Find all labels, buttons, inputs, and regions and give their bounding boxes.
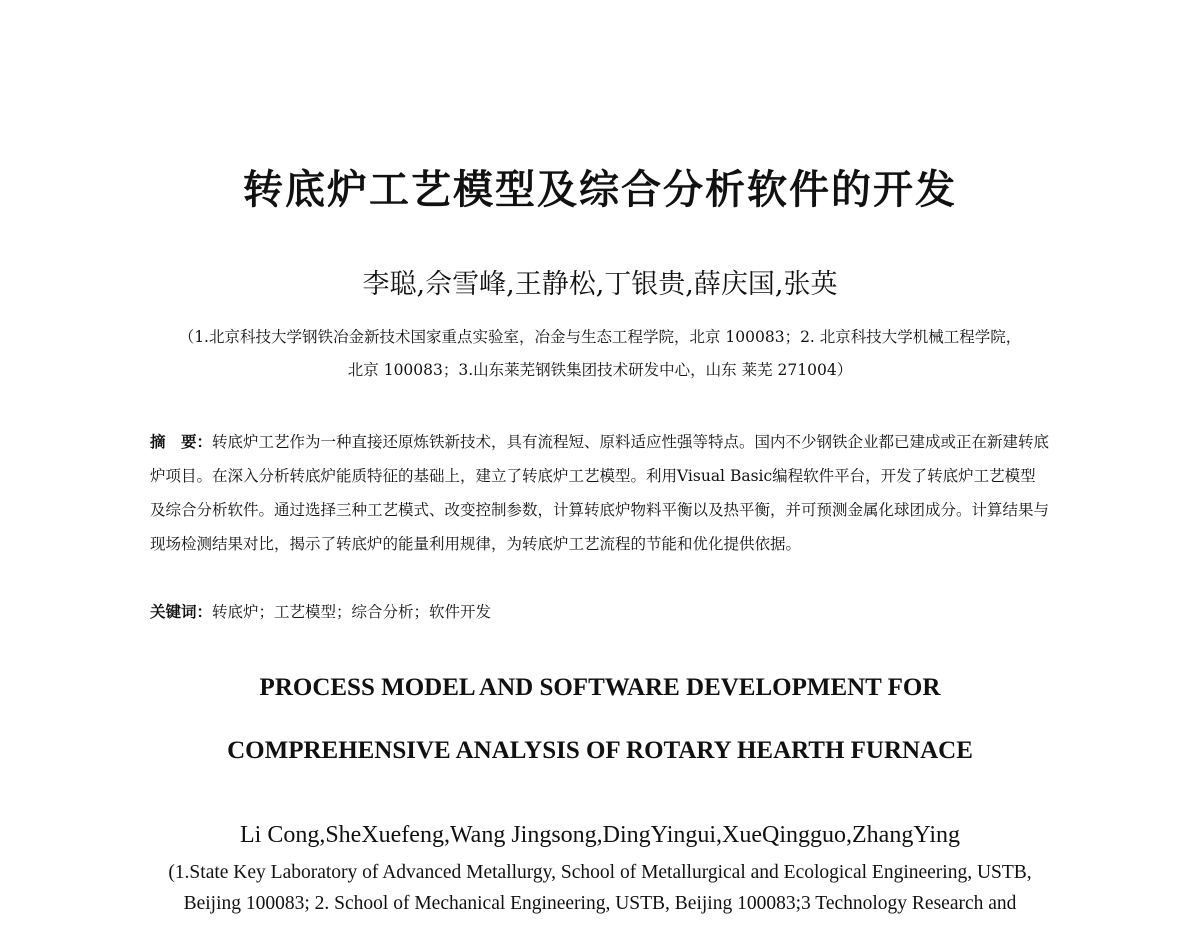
paper-title-chinese: 转底炉工艺模型及综合分析软件的开发 — [243, 167, 957, 213]
abstract-text: 转底炉工艺作为一种直接还原炼铁新技术，具有流程短、原料适应性强等特点。国内不少钢铁企业都已建成或正在新建转底炉项目。在深入分析转底炉能质特征的基础上，建立了转底炉工艺模型。利用Visual Basic编程软件平台，开发了转底炉工艺模型及综合分析软件。通过选择三种工艺模式、改变控制参数，计算转底炉物料平衡以及热平衡，并可预测金属化球团成分。计算结果与现场检测结果对比，揭示了转底炉的能量利用规律，为转底炉工艺流程的节能和优化提供依据。 — [150, 433, 1050, 553]
abstract-chinese — [150, 425, 1050, 561]
affiliation-chinese-line-1: （1.北京科技大学钢铁冶金新技术国家重点实验室，冶金与生态工程学院，北京 100083；2. 北京科技大学机械工程学院， — [178, 328, 1022, 346]
keywords-chinese — [150, 600, 491, 622]
author-list-english: Li Cong,SheXuefeng,Wang Jingsong,DingYingui,XueQingguo,ZhangYing — [239, 822, 960, 848]
affiliation-english-line-1: (1.State Key Laboratory of Advanced Metallurgy, School of Metallurgical and Ecological Engineering, USTB, — [168, 862, 1032, 883]
abstract-label: 摘 要： — [150, 432, 213, 451]
keywords-text: 转底炉；工艺模型；综合分析；软件开发 — [212, 603, 492, 621]
paper-title-english-line-1: PROCESS MODEL AND SOFTWARE DEVELOPMENT FOR — [259, 674, 941, 701]
author-list-chinese: 李聪,佘雪峰,王静松,丁银贵,薛庆国,张英 — [362, 269, 838, 300]
paper-title-english-line-2: COMPREHENSIVE ANALYSIS OF ROTARY HEARTH FURNACE — [227, 737, 973, 764]
keywords-label: 关键词： — [150, 602, 213, 621]
affiliation-chinese-line-2: 北京 100083；3.山东莱芜钢铁集团技术研发中心，山东 莱芜 271004） — [347, 361, 853, 379]
affiliation-english-line-2: Beijing 100083; 2. School of Mechanical Engineering, USTB, Beijing 100083;3 Technology Research and — [183, 893, 1017, 914]
